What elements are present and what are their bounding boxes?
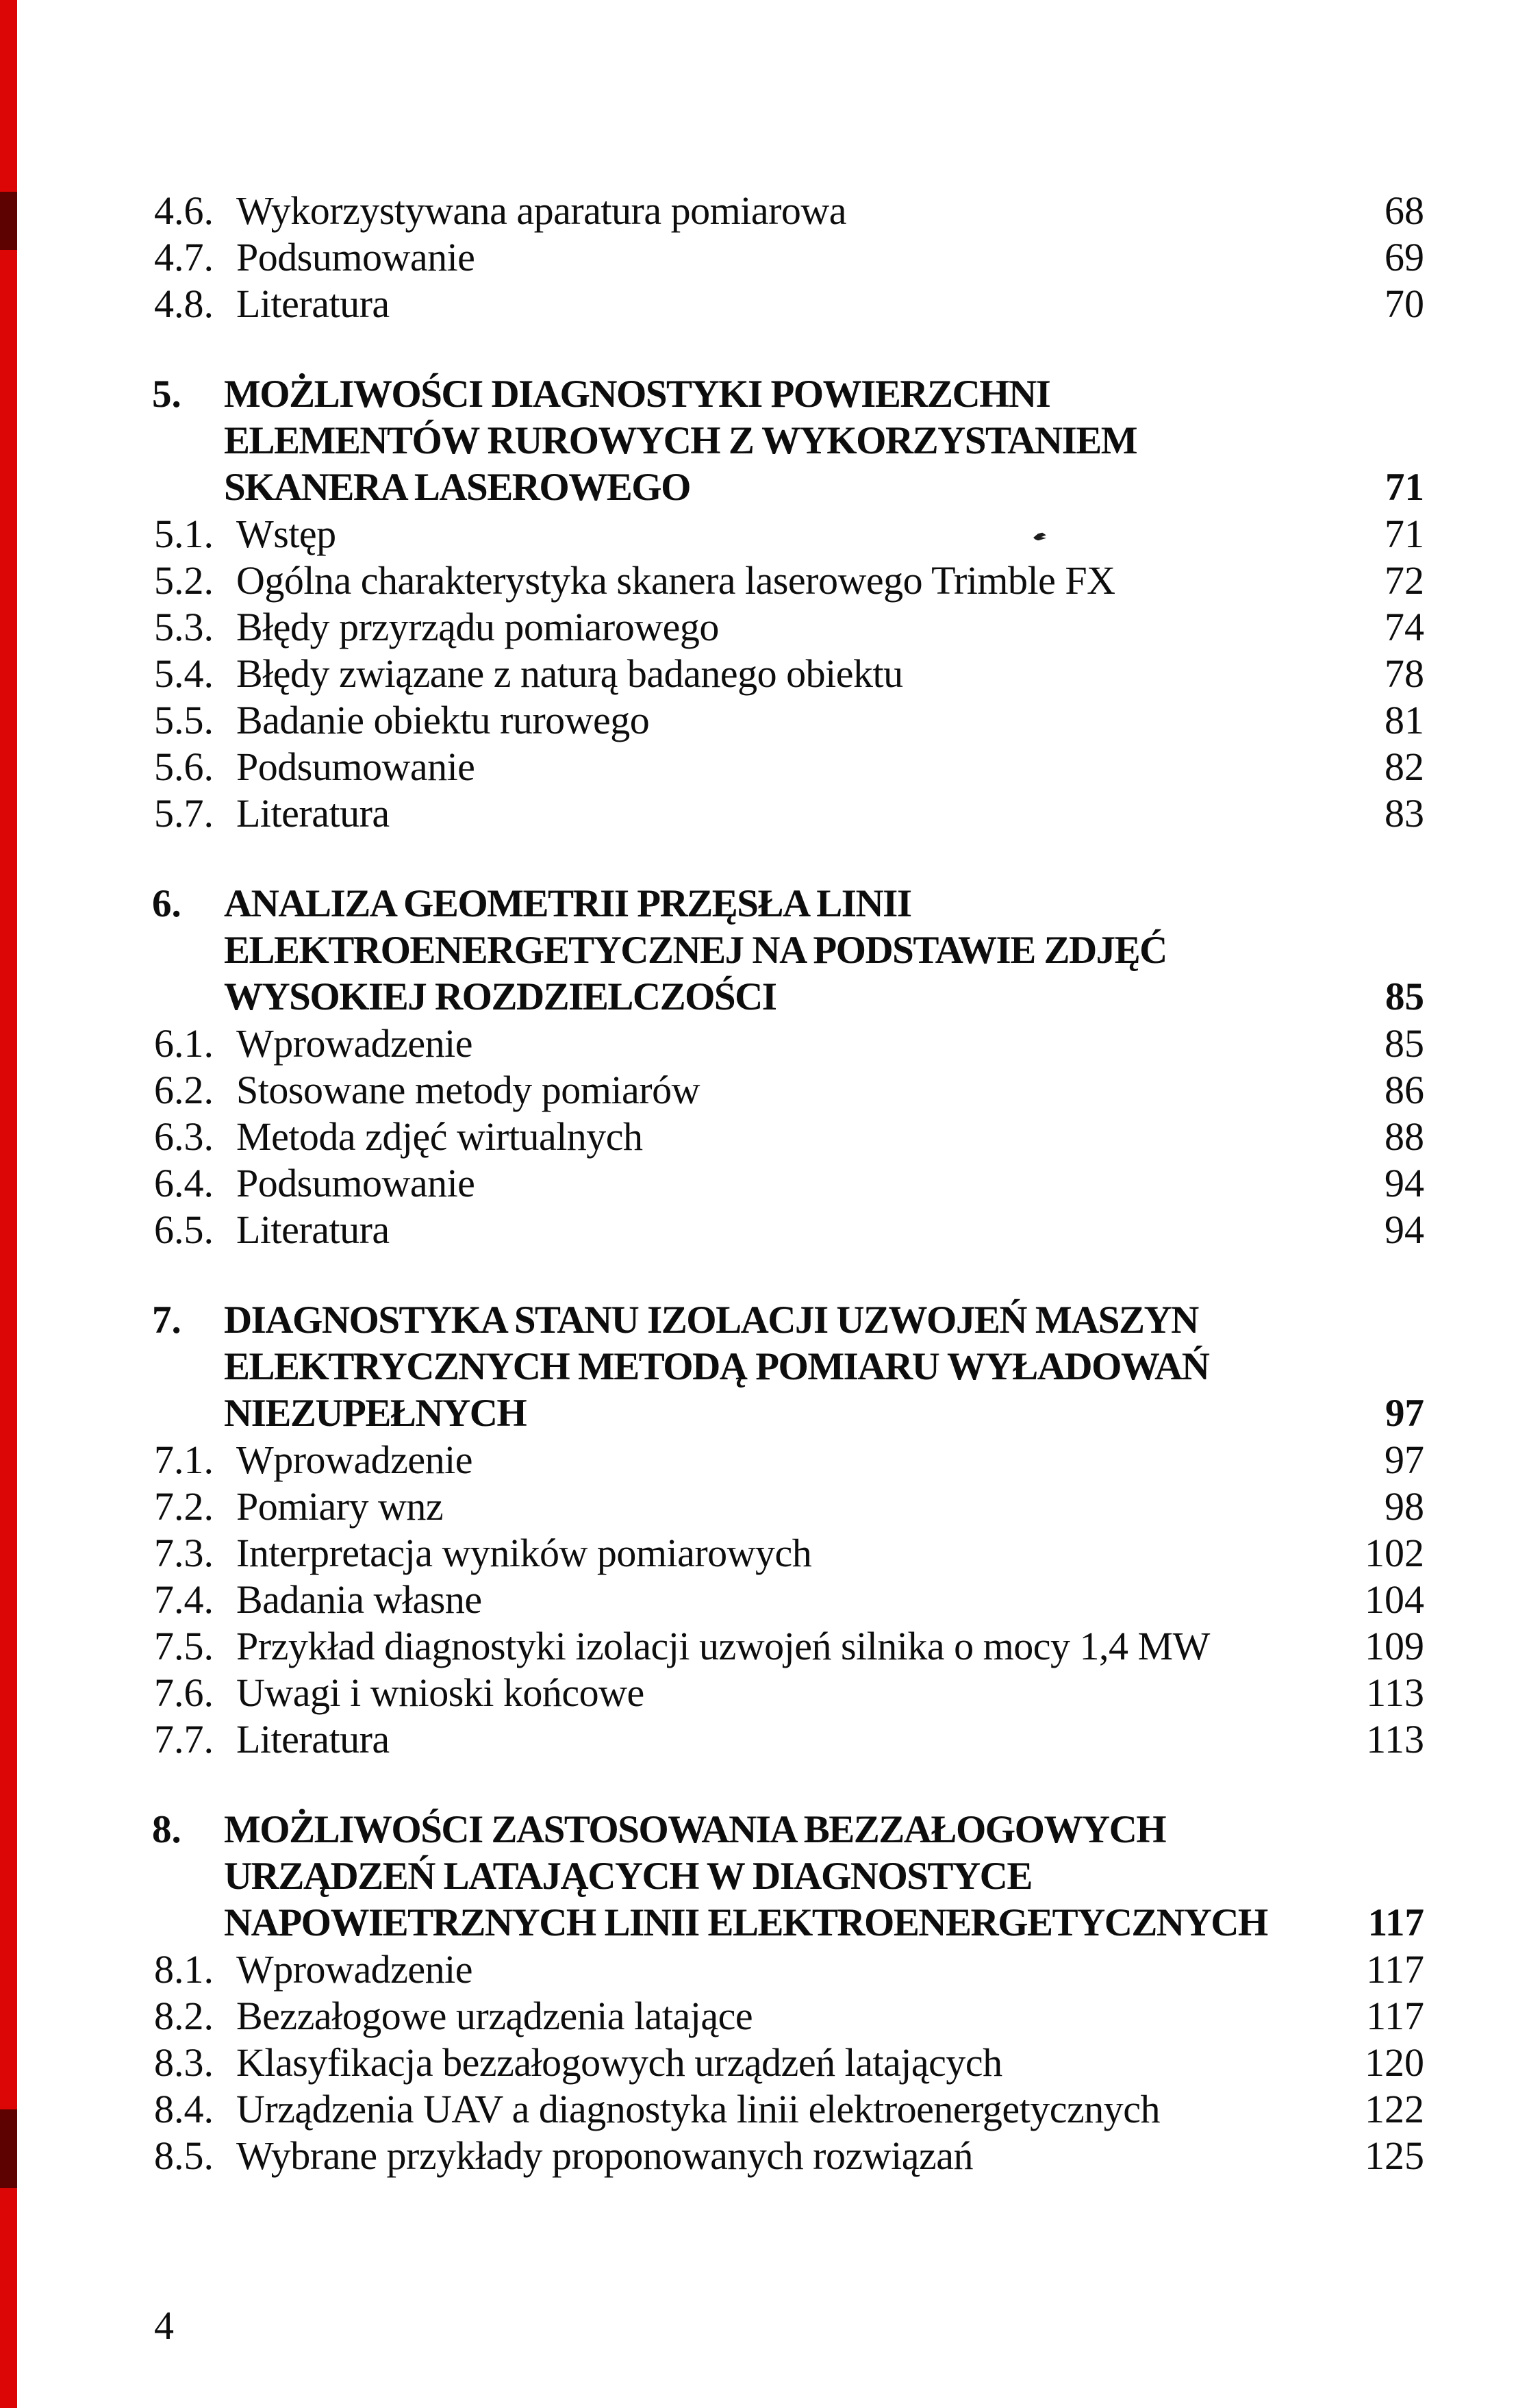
section-heading-text: WYSOKIEJ ROZDZIELCZOŚCI [224, 975, 776, 1018]
entry-title: Uwagi i wnioski końcowe [236, 1670, 644, 1715]
entry-number: 7.2. [154, 1484, 214, 1529]
entry-title: Badania własne [236, 1577, 482, 1622]
toc-entry-row [0, 1067, 1529, 1114]
entry-page-number: 109 [1365, 1624, 1424, 1668]
entry-title: Wykorzystywana aparatura pomiarowa [236, 188, 847, 233]
entry-number: 6.1. [154, 1021, 214, 1066]
section-heading-text: SKANERA LASEROWEGO [224, 466, 690, 509]
entry-title: Klasyfikacja bezzałogowych urządzeń latających [236, 2040, 1002, 2085]
entry-number: 6.5. [154, 1207, 214, 1252]
entry-number: 5.4. [154, 651, 214, 696]
entry-number: 4.7. [154, 235, 214, 279]
entry-title: Stosowane metody pomiarów [236, 1068, 700, 1112]
entry-number: 5.7. [154, 791, 214, 836]
toc-entry-row [0, 1993, 1529, 2040]
section-heading-line [0, 418, 1529, 464]
toc-entry-row [0, 1716, 1529, 1763]
entry-number: 4.8. [154, 281, 214, 326]
entry-page-number: 117 [1366, 1947, 1424, 1992]
toc-entry-row [0, 557, 1529, 604]
entry-number: 7.6. [154, 1670, 214, 1715]
toc-entry-row [0, 790, 1529, 837]
entry-number: 4.6. [154, 188, 214, 233]
entry-title: Literatura [236, 791, 390, 836]
entry-number: 8.5. [154, 2133, 214, 2178]
entry-page-number: 71 [1385, 512, 1424, 556]
entry-title: Metoda zdjęć wirtualnych [236, 1114, 643, 1159]
entry-page-number: 98 [1385, 1484, 1424, 1529]
section-heading-line [0, 974, 1529, 1020]
entry-page-number: 97 [1385, 1438, 1424, 1482]
toc-entry-row [0, 234, 1529, 281]
entry-title: Wprowadzenie [236, 1438, 473, 1482]
entry-title: Wprowadzenie [236, 1021, 473, 1066]
section-heading-line [0, 371, 1529, 418]
toc-entry-row [0, 1114, 1529, 1160]
toc-entry-row [0, 281, 1529, 327]
entry-page-number: 122 [1365, 2087, 1424, 2131]
entry-number: 7.5. [154, 1624, 214, 1668]
section-heading-text: MOŻLIWOŚCI DIAGNOSTYKI POWIERZCHNI [224, 373, 1050, 416]
entry-page-number: 74 [1385, 605, 1424, 649]
section-heading-line [0, 1344, 1529, 1390]
toc-entry-row [0, 1623, 1529, 1670]
section-heading-text: ELEKTRYCZNYCH METODĄ POMIARU WYŁADOWAŃ [224, 1345, 1209, 1388]
entry-page-number: 69 [1385, 235, 1424, 279]
toc-entry-row [0, 2133, 1529, 2179]
entry-number: 8.1. [154, 1947, 214, 1992]
entry-page-number: 83 [1385, 791, 1424, 836]
entry-title: Ogólna charakterystyka skanera laserowego Trimble FX [236, 558, 1115, 603]
entry-number: 7.4. [154, 1577, 214, 1622]
entry-page-number: 113 [1366, 1670, 1424, 1715]
entry-title: Przykład diagnostyki izolacji uzwojeń silnika o mocy 1,4 MW [236, 1624, 1210, 1668]
section-number: 6. [152, 882, 181, 925]
toc-entry-row [0, 2040, 1529, 2086]
entry-number: 8.4. [154, 2087, 214, 2131]
toc-entry-row [0, 1483, 1529, 1530]
entry-title: Podsumowanie [236, 744, 475, 789]
entry-page-number: 68 [1385, 188, 1424, 233]
entry-page-number: 94 [1385, 1207, 1424, 1252]
entry-page-number: 70 [1385, 281, 1424, 326]
entry-number: 8.3. [154, 2040, 214, 2085]
entry-number: 5.5. [154, 698, 214, 742]
entry-page-number: 81 [1385, 698, 1424, 742]
entry-number: 6.3. [154, 1114, 214, 1159]
entry-page-number: 86 [1385, 1068, 1424, 1112]
section-heading-line [0, 1297, 1529, 1344]
section-number: 8. [152, 1808, 181, 1851]
toc-entry-row [0, 2086, 1529, 2133]
section-page-number: 85 [1385, 975, 1424, 1018]
entry-number: 8.2. [154, 1994, 214, 2038]
section-heading-text: ELEKTROENERGETYCZNEJ NA PODSTAWIE ZDJĘĆ [224, 929, 1167, 972]
section-number: 5. [152, 373, 181, 416]
section-page-number: 71 [1385, 466, 1424, 509]
section-heading-line [0, 1853, 1529, 1900]
section-heading-line [0, 1390, 1529, 1437]
toc-entry-row [0, 604, 1529, 651]
section-page-number: 117 [1367, 1901, 1424, 1944]
section-heading-line [0, 464, 1529, 511]
entry-number: 5.6. [154, 744, 214, 789]
entry-title: Interpretacja wyników pomiarowych [236, 1531, 812, 1575]
section-heading-line [0, 927, 1529, 974]
entry-title: Błędy związane z naturą badanego obiektu [236, 651, 903, 696]
entry-title: Wybrane przykłady proponowanych rozwiązań [236, 2133, 973, 2178]
entry-number: 7.7. [154, 1717, 214, 1761]
entry-title: Pomiary wnz [236, 1484, 444, 1529]
entry-title: Urządzenia UAV a diagnostyka linii elektroenergetycznych [236, 2087, 1161, 2131]
section-heading-text: NAPOWIETRZNYCH LINII ELEKTROENERGETYCZNYCH [224, 1901, 1267, 1944]
entry-page-number: 102 [1365, 1531, 1424, 1575]
entry-title: Podsumowanie [236, 235, 475, 279]
entry-number: 6.4. [154, 1161, 214, 1205]
entry-page-number: 117 [1366, 1994, 1424, 2038]
toc-entry-row [0, 651, 1529, 697]
section-heading-line [0, 1807, 1529, 1853]
toc-entry-row [0, 1437, 1529, 1483]
entry-title: Podsumowanie [236, 1161, 475, 1205]
entry-number: 5.3. [154, 605, 214, 649]
entry-number: 6.2. [154, 1068, 214, 1112]
section-page-number: 97 [1385, 1392, 1424, 1435]
entry-title: Literatura [236, 281, 390, 326]
entry-title: Badanie obiektu rurowego [236, 698, 650, 742]
toc-entry-row [0, 511, 1529, 557]
section-heading-text: MOŻLIWOŚCI ZASTOSOWANIA BEZZAŁOGOWYCH [224, 1808, 1166, 1851]
entry-page-number: 104 [1365, 1577, 1424, 1622]
entry-page-number: 125 [1365, 2133, 1424, 2178]
entry-title: Bezzałogowe urządzenia latające [236, 1994, 753, 2038]
toc-entry-row [0, 744, 1529, 790]
entry-page-number: 94 [1385, 1161, 1424, 1205]
entry-number: 5.1. [154, 512, 214, 556]
entry-number: 5.2. [154, 558, 214, 603]
toc-entry-row [0, 1530, 1529, 1577]
entry-page-number: 78 [1385, 651, 1424, 696]
entry-page-number: 85 [1385, 1021, 1424, 1066]
toc-entry-row [0, 1160, 1529, 1207]
entry-title: Błędy przyrządu pomiarowego [236, 605, 719, 649]
entry-page-number: 120 [1365, 2040, 1424, 2085]
toc-entry-row [0, 1670, 1529, 1716]
section-heading-text: URZĄDZEŃ LATAJĄCYCH W DIAGNOSTYCE [224, 1855, 1032, 1898]
section-number: 7. [152, 1299, 181, 1342]
entry-title: Literatura [236, 1717, 390, 1761]
toc-entry-row [0, 1207, 1529, 1253]
toc-entry-row [0, 188, 1529, 234]
entry-page-number: 88 [1385, 1114, 1424, 1159]
entry-title: Literatura [236, 1207, 390, 1252]
section-heading-text: NIEZUPEŁNYCH [224, 1392, 527, 1435]
entry-title: Wprowadzenie [236, 1947, 473, 1992]
toc-entry-row [0, 697, 1529, 744]
entry-page-number: 113 [1366, 1717, 1424, 1761]
entry-page-number: 72 [1385, 558, 1424, 603]
page-number: 4 [154, 2303, 174, 2348]
entry-number: 7.1. [154, 1438, 214, 1482]
toc-entry-row [0, 1020, 1529, 1067]
section-heading-text: ELEMENTÓW RUROWYCH Z WYKORZYSTANIEM [224, 419, 1137, 462]
section-heading-line [0, 881, 1529, 927]
entry-number: 7.3. [154, 1531, 214, 1575]
section-heading-text: ANALIZA GEOMETRII PRZĘSŁA LINII [224, 882, 911, 925]
section-heading-line [0, 1900, 1529, 1946]
toc-entry-row [0, 1946, 1529, 1993]
entry-page-number: 82 [1385, 744, 1424, 789]
section-heading-text: DIAGNOSTYKA STANU IZOLACJI UZWOJEŃ MASZYN [224, 1299, 1198, 1342]
entry-title: Wstęp [236, 512, 336, 556]
toc-entry-row [0, 1577, 1529, 1623]
